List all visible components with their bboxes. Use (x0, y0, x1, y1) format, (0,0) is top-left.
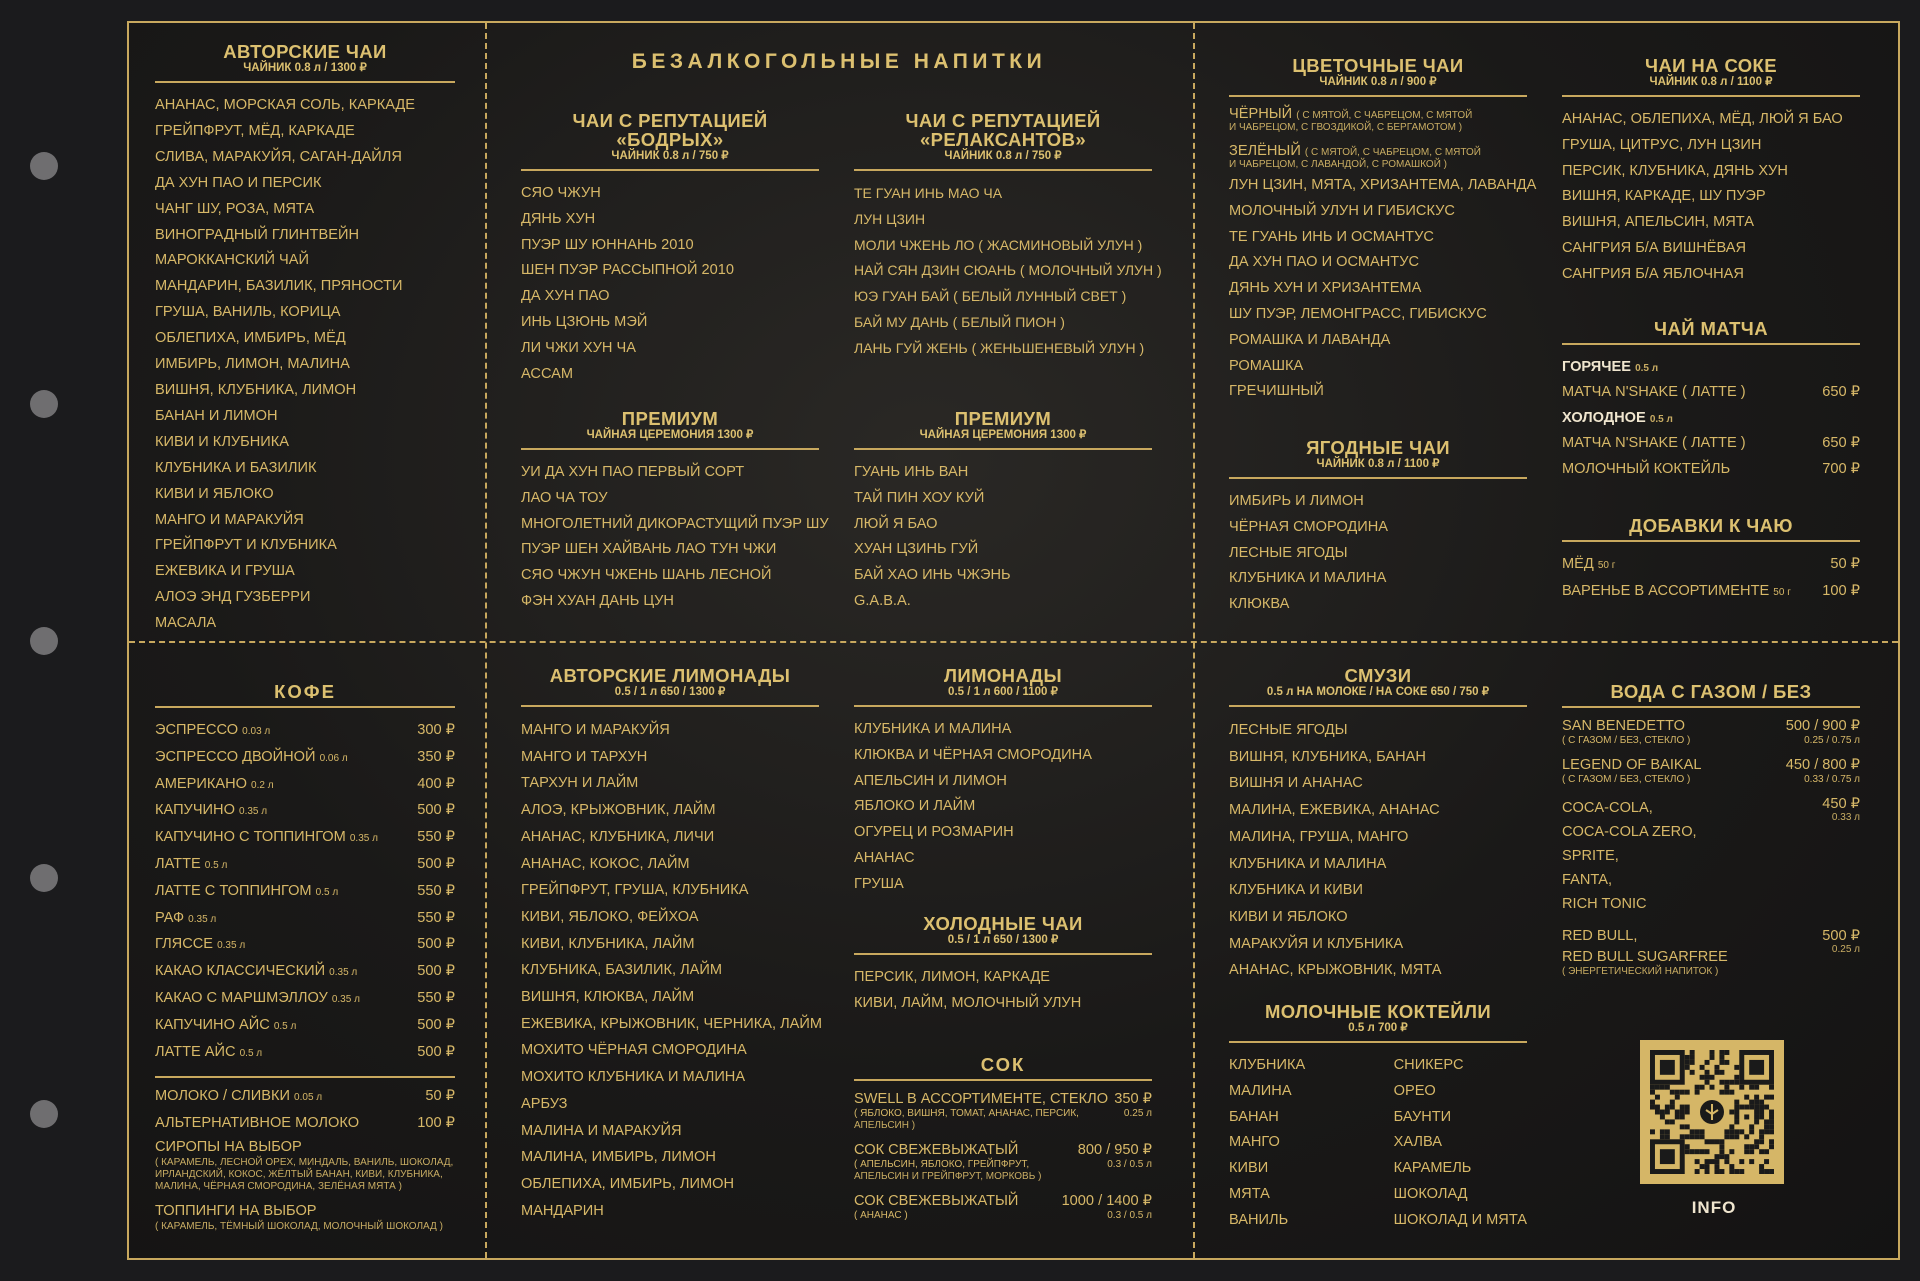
menu-item: МАНДАРИН (521, 1202, 604, 1219)
menu-item: ТАЙ ПИН ХОУ КУЙ (854, 489, 985, 506)
section-title: ЧАЙ МАТЧА (1654, 318, 1768, 339)
section-subtitle: ЧАЙНИК 0.8 л / 1100 ₽ (1649, 76, 1773, 88)
coffee-section (155, 682, 455, 1233)
menu-item: АНАНАС, КОКОС, ЛАЙМ (521, 855, 690, 872)
section-subtitle: ЧАЙНАЯ ЦЕРЕМОНИЯ 1300 ₽ (919, 429, 1087, 441)
water-item: LEGEND OF BAIKAL 450 / 800 ₽ (1562, 757, 1860, 773)
binder-hole (30, 390, 58, 418)
author-teas-section (155, 42, 455, 637)
section-title: ЧАИ НА СОКЕ (1645, 55, 1777, 76)
menu-item: КЛЮКВА (1229, 596, 1290, 613)
menu-item: МОХИТО ЧЁРНАЯ СМОРОДИНА (521, 1042, 747, 1059)
menu-item: FANTA, (1562, 872, 1613, 888)
menu-item: КАКАО С МАРШМЭЛЛОУ 0.35 л 550 ₽ (155, 989, 455, 1006)
menu-item: ВИШНЯ, КЛЮКВА, ЛАЙМ (521, 989, 695, 1006)
section-title: ПРЕМИУМ (621, 408, 719, 429)
juice-teas-section (1562, 56, 1860, 288)
flower-tea-black: ЧЁРНЫЙ (1229, 106, 1293, 122)
binder-hole (30, 152, 58, 180)
menu-item: АЛЬТЕРНАТИВНОЕ МОЛОКО 100 ₽ (155, 1115, 455, 1132)
menu-item: ЛЕСНЫЕ ЯГОДЫ (1229, 544, 1348, 561)
menu-item: МАРАКУЙЯ И КЛУБНИКА (1229, 935, 1404, 952)
menu-item: SPRITE, (1562, 848, 1619, 864)
premium-section (521, 408, 829, 615)
menu-item: ИМБИРЬ И ЛИМОН (1229, 493, 1364, 509)
bold-teas-section (521, 111, 819, 387)
note: ( С ГАЗОМ / БЕЗ, СТЕКЛО ) (1562, 774, 1691, 785)
cold-teas-section (854, 914, 1152, 1017)
menu-item: КИВИ, ЛАЙМ, МОЛОЧНЫЙ УЛУН (854, 994, 1082, 1011)
section-title: «РЕЛАКСАНТОВ» (919, 129, 1087, 150)
menu-item: МАЛИНА, ГРУША, МАНГО (1229, 828, 1409, 845)
menu-item: КЛУБНИКА И МАЛИНА (1229, 570, 1387, 587)
menu-item: АНАНАС, КРЫЖОВНИК, МЯТА (1229, 962, 1442, 979)
menu-item: SWELL В АССОРТИМЕНТЕ, СТЕКЛО 350 ₽ ( ЯБЛОКО, ВИШНЯ, ТОМАТ, АНАНАС, ПЕРСИК, 0.25 л АПЕЛЬСИН ) (854, 1091, 1152, 1131)
menu-item: УИ ДА ХУН ПАО ПЕРВЫЙ СОРТ (521, 464, 745, 480)
section-subtitle: ЧАЙНИК 0.8 л / 750 ₽ (611, 150, 729, 162)
note: ( КАРАМЕЛЬ, ТЁМНЫЙ ШОКОЛАД, МОЛОЧНЫЙ ШОКОЛАД ) (155, 1220, 443, 1232)
menu-item: ГЛЯССЕ 0.35 л 500 ₽ (155, 936, 455, 953)
menu-item: СОК СВЕЖЕВЫЖАТЫЙ 1000 / 1400 ₽ ( АНАНАС ) 0.3 / 0.5 л (854, 1193, 1152, 1221)
menu-item: КЛУБНИКА И БАЗИЛИК (155, 459, 317, 476)
volume: 0.5 л (1635, 363, 1659, 374)
menu-item: КАПУЧИНО 0.35 л 500 ₽ (155, 802, 455, 819)
juice-section (854, 1055, 1152, 1232)
menu-item: СЛИВА, МАРАКУЙЯ, САГАН-ДАЙЛЯ (155, 148, 402, 165)
menu-item: РОМАШКА И ЛАВАНДА (1229, 331, 1391, 348)
syrups-label: СИРОПЫ НА ВЫБОР (155, 1138, 302, 1155)
note: ( С ГАЗОМ / БЕЗ, СТЕКЛО ) (1562, 735, 1691, 746)
note: ( С МЯТОЙ, С ЧАБРЕЦОМ, С МЯТОЙ (1296, 110, 1473, 121)
menu-item: АРБУЗ (521, 1095, 568, 1112)
volume: 0.25 / 0.75 л (1804, 735, 1860, 746)
menu-item: ЛАТТЕ АЙС 0.5 л 500 ₽ (155, 1043, 455, 1060)
menu-item: АМЕРИКАНО 0.2 л 400 ₽ (155, 775, 455, 792)
menu-item: ЛАНЬ ГУЙ ЖЕНЬ ( ЖЕНЬШЕНЕВЫЙ УЛУН ) (854, 339, 1145, 356)
menu-item: САНГРИЯ Б/А ЯБЛОЧНАЯ (1562, 265, 1744, 282)
menu-item: КЛУБНИКА (1229, 1057, 1306, 1073)
menu-item: ЕЖЕВИКА И ГРУША (155, 563, 295, 580)
menu-item: МЯТА (1229, 1185, 1270, 1202)
note: МАЛИНА, ЧЁРНАЯ СМОРОДИНА, ЗЕЛЁНАЯ МЯТА ) (155, 1180, 402, 1192)
section-subtitle: ЧАЙНАЯ ЦЕРЕМОНИЯ 1300 ₽ (586, 429, 754, 441)
section-title: ЧАИ С РЕПУТАЦИЕЙ (905, 110, 1101, 131)
water-item: RED BULL, (1562, 928, 1638, 944)
flower-tea-green: ЗЕЛЁНЫЙ (1229, 143, 1301, 159)
page-title: БЕЗАЛКОГОЛЬНЫЕ НАПИТКИ (631, 50, 1047, 73)
menu-item: БАУНТИ (1393, 1108, 1452, 1125)
menu-item: ПЕРСИК, ЛИМОН, КАРКАДЕ (854, 969, 1050, 985)
menu-item: ОРЕО (1393, 1082, 1436, 1099)
qr-code[interactable] (1640, 1040, 1784, 1184)
menu-item: МАЛИНА (1229, 1082, 1292, 1099)
menu-item: ВАНИЛЬ (1229, 1211, 1289, 1228)
menu-item: ИНЬ ЦЗЮНЬ МЭЙ (521, 313, 648, 330)
menu-item: АЛОЭ, КРЫЖОВНИК, ЛАЙМ (521, 802, 716, 819)
water-item: SAN BENEDETTO 500 / 900 ₽ (1562, 718, 1860, 734)
menu-item: ЕЖЕВИКА, КРЫЖОВНИК, ЧЕРНИКА, ЛАЙМ (521, 1015, 823, 1032)
menu-item: ВИНОГРАДНЫЙ ГЛИНТВЕЙН (155, 226, 359, 243)
menu-item: АПЕЛЬСИН И ЛИМОН (854, 772, 1007, 789)
section-title: ПРЕМИУМ (954, 408, 1052, 429)
menu-item: МАТЧА N'SHAKE ( ЛАТТЕ ) 650 ₽ (1562, 434, 1860, 451)
author-lemonades-section (521, 665, 823, 1224)
menu-item: ТАРХУН И ЛАЙМ (521, 775, 639, 792)
menu-item: КИВИ, КЛУБНИКА, ЛАЙМ (521, 935, 695, 952)
menu-item: ГУАНЬ ИНЬ ВАН (854, 464, 969, 480)
section-title: СОК (980, 1054, 1026, 1075)
menu-item: ПУЭР ШЕН ХАЙВАНЬ ЛАО ТУН ЧЖИ (521, 541, 777, 558)
menu-item: ШЕН ПУЭР РАССЫПНОЙ 2010 (521, 262, 734, 279)
menu-item: ТЕ ГУАН ИНЬ МАО ЧА (854, 185, 1003, 201)
section-title: ДОБАВКИ К ЧАЮ (1629, 515, 1793, 536)
menu-item: ЛАТТЕ С ТОППИНГОМ 0.5 л 550 ₽ (155, 882, 455, 899)
menu-item: АНАНАС, ОБЛЕПИХА, МЁД, ЛЮЙ Я БАО (1562, 111, 1843, 127)
matcha-hot-label: ГОРЯЧЕЕ (1562, 359, 1632, 375)
menu-item: ОГУРЕЦ И РОЗМАРИН (854, 824, 1014, 841)
divider (129, 641, 1898, 643)
binder-hole (30, 627, 58, 655)
menu-item: ГРУША, ЦИТРУС, ЛУН ЦЗИН (1562, 136, 1762, 153)
menu-item: ДА ХУН ПАО И ОСМАНТУС (1229, 254, 1420, 271)
price: 450 ₽ (1822, 796, 1860, 812)
menu-item: RICH TONIC (1562, 896, 1647, 912)
menu-item: ВАРЕНЬЕ В АССОРТИМЕНТЕ 50 г 100 ₽ (1562, 582, 1860, 599)
menu-item: МОЛИ ЧЖЕНЬ ЛО ( ЖАСМИНОВЫЙ УЛУН ) (854, 236, 1143, 253)
note: И ЧАБРЕЦОМ, С ЛАВАНДОЙ, С РОМАШКОЙ ) (1229, 159, 1447, 170)
menu-item: МЁД 50 г 50 ₽ (1562, 556, 1860, 572)
volume: 0.5 л (1649, 413, 1673, 425)
menu-item: ПЕРСИК, КЛУБНИКА, ДЯНЬ ХУН (1562, 162, 1788, 179)
menu-item: ФЭН ХУАН ДАНЬ ЦУН (521, 592, 674, 609)
menu-item: ЮЭ ГУАН БАЙ ( БЕЛЫЙ ЛУННЫЙ СВЕТ ) (854, 288, 1127, 305)
menu-item: МАНДАРИН, БАЗИЛИК, ПРЯНОСТИ (155, 278, 403, 295)
volume: 0.33 / 0.75 л (1804, 774, 1860, 785)
menu-item: ПУЭР ШУ ЮННАНЬ 2010 (521, 236, 694, 253)
menu-item: КАКАО КЛАССИЧЕСКИЙ 0.35 л 500 ₽ (155, 963, 455, 980)
price: 500 ₽ (1822, 928, 1860, 944)
note: ИРЛАНДСКИЙ, КОКОС, ЖЁЛТЫЙ БАНАН, КИВИ, КЛУБНИКА, (155, 1168, 443, 1180)
menu-item: КИВИ И ЯБЛОКО (155, 485, 274, 502)
section-subtitle: 0.5 л 700 ₽ (1348, 1022, 1408, 1034)
menu-item: ДА ХУН ПАО (521, 288, 610, 305)
menu-item: КИВИ (1229, 1160, 1269, 1177)
menu-item: МАНГО И ТАРХУН (521, 748, 648, 765)
menu-item: ГРУША, ВАНИЛЬ, КОРИЦА (155, 304, 341, 321)
menu-item: ШОКОЛАД И МЯТА (1393, 1211, 1527, 1228)
section-title: ВОДА С ГАЗОМ / БЕЗ (1610, 681, 1812, 702)
note: ( ЭНЕРГЕТИЧЕСКИЙ НАПИТОК ) (1562, 966, 1719, 977)
menu-item: КИВИ И КЛУБНИКА (155, 433, 290, 450)
menu-item: КИВИ И ЯБЛОКО (1229, 908, 1348, 925)
menu-item: ЯБЛОКО И ЛАЙМ (854, 798, 976, 815)
menu-item: ЭСПРЕССО ДВОЙНОЙ 0.06 л 350 ₽ (155, 748, 455, 765)
menu-item: САНГРИЯ Б/А ВИШНЁВАЯ (1562, 239, 1747, 256)
menu-item: ТЕ ГУАНЬ ИНЬ И ОСМАНТУС (1229, 228, 1434, 245)
menu-item: МАЛИНА И МАРАКУЙЯ (521, 1122, 682, 1139)
menu-item: КЛУБНИКА И КИВИ (1229, 882, 1364, 899)
menu-item: БАНАН (1229, 1108, 1279, 1125)
menu-item: АЛОЭ ЭНД ГУЗБЕРРИ (155, 589, 311, 606)
menu-item: ВИШНЯ, КЛУБНИКА, ЛИМОН (155, 381, 357, 398)
matcha-section (1562, 319, 1860, 482)
menu-item: БАЙ ХАО ИНЬ ЧЖЭНЬ (854, 567, 1011, 584)
menu-item: ШУ ПУЭР, ЛЕМОНГРАСС, ГИБИСКУС (1229, 305, 1487, 322)
binder-hole (30, 1100, 58, 1128)
menu-item: ХУАН ЦЗИНЬ ГУЙ (854, 541, 979, 558)
menu-item: СЯО ЧЖУН ЧЖЕНЬ ШАНЬ ЛЕСНОЙ (521, 567, 772, 584)
binder-hole (30, 864, 58, 892)
menu-item: ГРУША (854, 875, 904, 892)
menu-item: COCA-COLA, (1562, 800, 1653, 816)
section-title: ЯГОДНЫЕ ЧАИ (1306, 437, 1450, 458)
milkshakes-section (1229, 1002, 1527, 1234)
water-item: RED BULL SUGARFREE (1562, 949, 1728, 965)
menu-item: ШОКОЛАД (1393, 1185, 1468, 1202)
section-subtitle: 0.5 / 1 л 650 / 1300 ₽ (947, 934, 1059, 946)
menu-item: ЧЁРНАЯ СМОРОДИНА (1229, 518, 1389, 535)
menu-item: ДЯНЬ ХУН (521, 210, 596, 227)
section-title: АВТОРСКИЕ ЛИМОНАДЫ (549, 665, 791, 686)
section-subtitle: ЧАЙНИК 0.8 л / 900 ₽ (1319, 76, 1437, 88)
menu-item: КАПУЧИНО С ТОППИНГОМ 0.35 л 550 ₽ (155, 829, 455, 846)
menu-item: КЛУБНИКА И МАЛИНА (854, 721, 1012, 737)
menu-item: АНАНАС, КЛУБНИКА, ЛИЧИ (521, 828, 715, 845)
section-title: СМУЗИ (1344, 665, 1412, 686)
menu-item: МАТЧА N'SHAKE ( ЛАТТЕ ) 650 ₽ (1562, 384, 1860, 400)
menu-item: МАНГО (1229, 1134, 1280, 1151)
premium-section (854, 409, 1152, 615)
menu-item: ДА ХУН ПАО И ПЕРСИК (155, 174, 322, 191)
section-subtitle: 0.5 / 1 л 650 / 1300 ₽ (614, 686, 726, 698)
menu-item: ВИШНЯ И АНАНАС (1229, 775, 1363, 792)
menu-item: МАЛИНА, ЕЖЕВИКА, АНАНАС (1229, 802, 1440, 819)
menu-item: ВИШНЯ, КЛУБНИКА, БАНАН (1229, 748, 1426, 765)
lemonades-section (854, 666, 1152, 898)
menu-item: ЭСПРЕССО 0.03 л 300 ₽ (155, 722, 455, 738)
menu-item: НАЙ СЯН ДЗИН СЮАНЬ ( МОЛОЧНЫЙ УЛУН ) (854, 262, 1162, 279)
note: И ЧАБРЕЦОМ, С ГВОЗДИКОЙ, С БЕРГАМОТОМ ) (1229, 122, 1463, 133)
section-title: ХОЛОДНЫЕ ЧАИ (923, 913, 1083, 934)
menu-item: СНИКЕРС (1393, 1057, 1464, 1073)
toppings-label: ТОППИНГИ НА ВЫБОР (155, 1202, 317, 1219)
menu-item: ЛЮЙ Я БАО (854, 515, 938, 532)
menu-item: МАЛИНА, ИМБИРЬ, ЛИМОН (521, 1149, 716, 1166)
menu-item: G.A.B.A. (854, 592, 911, 609)
berry-teas-section (1229, 438, 1527, 618)
menu-item: ОБЛЕПИХА, ИМБИРЬ, МЁД (155, 330, 346, 347)
menu-item: ЛАТТЕ 0.5 л 500 ₽ (155, 855, 455, 872)
menu-item: МОЛОЧНЫЙ КОКТЕЙЛЬ 700 ₽ (1562, 460, 1860, 477)
menu-item: РОМАШКА (1229, 357, 1304, 374)
matcha-cold-label: ХОЛОДНОЕ (1562, 409, 1646, 426)
smoothies-section (1229, 666, 1527, 984)
menu-item: КИВИ, ЯБЛОКО, ФЕЙХОА (521, 908, 699, 925)
menu-item: МОЛОЧНЫЙ УЛУН И ГИБИСКУС (1229, 202, 1455, 219)
menu-item: КЛУБНИКА И МАЛИНА (1229, 855, 1387, 872)
menu-item: КАПУЧИНО АЙС 0.5 л 500 ₽ (155, 1016, 455, 1033)
section-subtitle: ЧАЙНИК 0.8 л / 750 ₽ (944, 150, 1062, 162)
section-subtitle: 0.5 / 1 л 600 / 1100 ₽ (948, 686, 1058, 698)
note: ( КАРАМЕЛЬ, ЛЕСНОЙ ОРЕХ, МИНДАЛЬ, ВАНИЛЬ, ШОКОЛАД, (155, 1156, 454, 1168)
section-title: ЛИМОНАДЫ (944, 665, 1062, 686)
menu-item: БАЙ МУ ДАНЬ ( БЕЛЫЙ ПИОН ) (854, 313, 1065, 330)
menu-item: МОЛОКО / СЛИВКИ 0.05 л 50 ₽ (155, 1088, 455, 1105)
menu-item: ВИШНЯ, КАРКАДЕ, ШУ ПУЭР (1562, 188, 1766, 205)
section-subtitle: 0.5 л НА МОЛОКЕ / НА СОКЕ 650 / 750 ₽ (1266, 686, 1490, 698)
section-title: АВТОРСКИЕ ЧАИ (223, 41, 387, 62)
menu-item: АНАНАС (854, 849, 915, 866)
menu-item: АНАНАС, МОРСКАЯ СОЛЬ, КАРКАДЕ (155, 97, 416, 113)
menu-item: МАНГО И МАРАКУЙЯ (521, 722, 670, 738)
menu-item: ЛИ ЧЖИ ХУН ЧА (521, 339, 636, 356)
section-title: КОФЕ (274, 681, 336, 702)
volume: 0.33 л (1831, 812, 1860, 823)
menu-item: СЯО ЧЖУН (521, 185, 601, 201)
menu-item: СОК СВЕЖЕВЫЖАТЫЙ 800 / 950 ₽ ( АПЕЛЬСИН, ЯБЛОКО, ГРЕЙПФРУТ, 0.3 / 0.5 л АПЕЛЬСИН И ГРЕЙПФРУТ, МОРКОВЬ ) (854, 1142, 1152, 1182)
menu-item: ДЯНЬ ХУН И ХРИЗАНТЕМА (1229, 280, 1422, 297)
menu-item: ЛАО ЧА ТОУ (521, 489, 608, 506)
menu-item: COCA-COLA ZERO, (1562, 824, 1697, 840)
menu-item: ЛУН ЦЗИН (854, 210, 926, 227)
section-title: ЧАИ С РЕПУТАЦИЕЙ (572, 110, 768, 131)
note: ( С МЯТОЙ, С ЧАБРЕЦОМ, С МЯТОЙ (1304, 147, 1481, 158)
menu-item: КЛЮКВА И ЧЁРНАЯ СМОРОДИНА (854, 746, 1092, 763)
menu-item: ГРЕЙПФРУТ, МЁД, КАРКАДЕ (155, 122, 355, 139)
section-subtitle: ЧАЙНИК 0.8 л / 1300 ₽ (243, 62, 367, 74)
menu-item: КАРАМЕЛЬ (1393, 1160, 1472, 1177)
menu-item: ЛУН ЦЗИН, МЯТА, ХРИЗАНТЕМА, ЛАВАНДА (1229, 177, 1537, 193)
menu-item: МОХИТО КЛУБНИКА И МАЛИНА (521, 1069, 746, 1086)
addons-section (1562, 516, 1860, 606)
menu-item: ВИШНЯ, АПЕЛЬСИН, МЯТА (1562, 214, 1754, 231)
menu-item: РАФ 0.35 л 550 ₽ (155, 909, 455, 926)
section-subtitle: ЧАЙНИК 0.8 л / 1100 ₽ (1316, 458, 1440, 470)
menu-item: МАНГО И МАРАКУЙЯ (155, 511, 304, 528)
relax-teas-section (854, 110, 1162, 362)
section-title: МОЛОЧНЫЕ КОКТЕЙЛИ (1264, 1001, 1492, 1022)
menu-item: КЛУБНИКА, БАЗИЛИК, ЛАЙМ (521, 962, 723, 979)
section-title: ЦВЕТОЧНЫЕ ЧАИ (1292, 55, 1464, 76)
menu-item: БАНАН И ЛИМОН (155, 407, 278, 424)
menu-item: МНОГОЛЕТНИЙ ДИКОРАСТУЩИЙ ПУЭР ШУ (521, 515, 829, 532)
menu-item: ЧАНГ ШУ, РОЗА, МЯТА (155, 200, 315, 217)
menu-item: ОБЛЕПИХА, ИМБИРЬ, ЛИМОН (521, 1175, 735, 1192)
water-section (1562, 682, 1860, 978)
menu-item: ЛЕСНЫЕ ЯГОДЫ (1229, 722, 1348, 738)
section-title: «БОДРЫХ» (616, 129, 724, 150)
menu-item: МАСАЛА (155, 615, 217, 632)
menu-item: ИМБИРЬ, ЛИМОН, МАЛИНА (155, 356, 350, 373)
menu-item: ХАЛВА (1393, 1134, 1442, 1151)
flower-teas-section (1229, 55, 1537, 405)
menu-item: ГРЕЧИШНЫЙ (1229, 383, 1324, 400)
menu-page (127, 21, 1900, 1260)
menu-item: АССАМ (521, 365, 574, 382)
menu-item: ГРЕЙПФРУТ И КЛУБНИКА (155, 537, 337, 554)
menu-item: МАРОККАНСКИЙ ЧАЙ (155, 252, 309, 269)
volume: 0.25 л (1831, 944, 1860, 955)
menu-item: ГРЕЙПФРУТ, ГРУША, КЛУБНИКА (521, 882, 749, 899)
info-label: INFO (1691, 1198, 1737, 1217)
